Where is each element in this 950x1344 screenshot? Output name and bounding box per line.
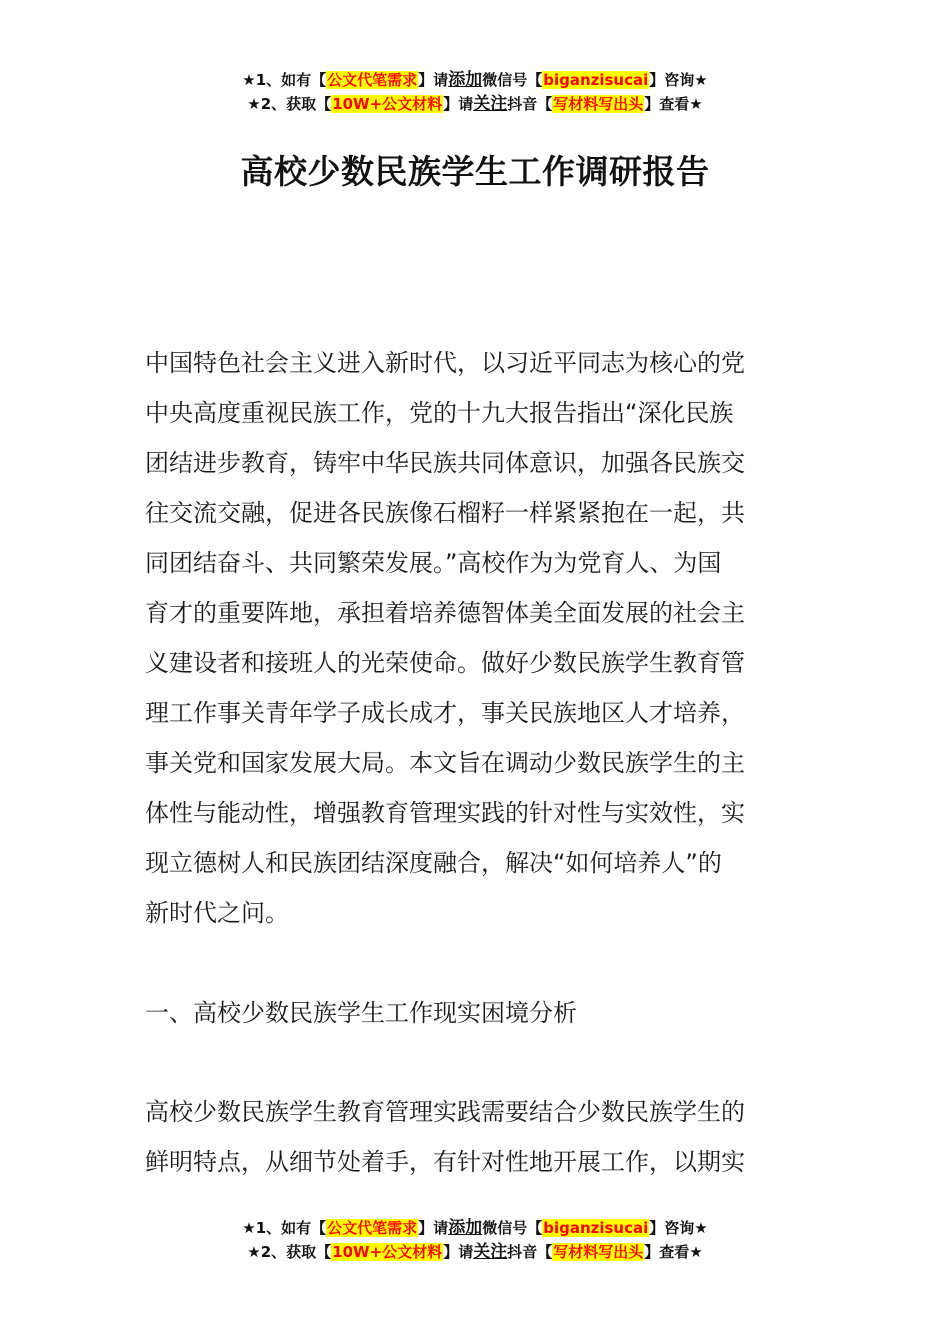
promo-text: ★2、获取【: [247, 95, 332, 113]
promo-text: 】请: [443, 95, 474, 113]
promo-highlight: 公文代笔需求: [327, 1219, 418, 1237]
section-heading-text: 一、高校少数民族学生工作现实困境分析: [145, 999, 577, 1027]
promo-underlined: 关注: [473, 1242, 508, 1262]
promo-text: 抖音【: [507, 95, 553, 113]
promo-highlight: 写材料写出头: [553, 1243, 644, 1261]
promo-text: 微信号【: [482, 1219, 543, 1237]
paragraph-line: 现立德树人和民族团结深度融合，解决“如何培养人”的: [145, 849, 722, 877]
promo-line-2: [0, 1240, 950, 1264]
promo-text: 】查看★: [644, 1243, 703, 1261]
paragraph-line: 鲜明特点，从细节处着手，有针对性地开展工作，以期实: [145, 1148, 745, 1176]
promo-line-1: [0, 68, 950, 92]
paragraph-line: 理工作事关青年学子成长成才，事关民族地区人才培养，: [145, 699, 745, 727]
promo-highlight: biganzisucai: [543, 71, 649, 89]
document-title: 高校少数民族学生工作调研报告: [240, 152, 710, 191]
paragraph-line: 中央高度重视民族工作，党的十九大报告指出“深化民族: [145, 399, 734, 427]
paragraph-line: 团结进步教育，铸牢中华民族共同体意识，加强各民族交: [145, 449, 745, 477]
promo-highlight: 写材料写出头: [553, 95, 644, 113]
promo-line-2: [0, 92, 950, 116]
promo-text: 】请: [418, 1219, 449, 1237]
paragraph-line: 同团结奋斗、共同繁荣发展。”高校作为为党育人、为国: [145, 549, 722, 577]
paragraph-line: 义建设者和接班人的光荣使命。做好少数民族学生教育管: [145, 649, 745, 677]
promo-text: 抖音【: [507, 1243, 553, 1261]
paragraph-intro: [145, 338, 807, 938]
paragraph-line: 育才的重要阵地，承担着培养德智体美全面发展的社会主: [145, 599, 745, 627]
promo-highlight: 公文代笔需求: [327, 71, 418, 89]
promo-text: 】请: [443, 1243, 474, 1261]
promo-text: 】咨询★: [649, 71, 708, 89]
promo-text: ★1、如有【: [242, 1219, 327, 1237]
promo-text: ★2、获取【: [247, 1243, 332, 1261]
promo-text: 】查看★: [644, 95, 703, 113]
paragraph-line: 体性与能动性，增强教育管理实践的针对性与实效性，实: [145, 799, 745, 827]
promo-underlined: 添加: [448, 1218, 483, 1238]
paragraph-line: 高校少数民族学生教育管理实践需要结合少数民族学生的: [145, 1098, 745, 1126]
promo-highlight: biganzisucai: [543, 1219, 649, 1237]
promo-highlight: 10W+公文材料: [332, 1243, 443, 1261]
promo-highlight: 10W+公文材料: [332, 95, 443, 113]
promo-text: 】咨询★: [649, 1219, 708, 1237]
promo-banner-bottom: [0, 1216, 950, 1264]
paragraph-section-1: [145, 1087, 807, 1187]
paragraph-line: 中国特色社会主义进入新时代，以习近平同志为核心的党: [145, 349, 745, 377]
paragraph-line: 事关党和国家发展大局。本文旨在调动少数民族学生的主: [145, 749, 745, 777]
promo-text: ★1、如有【: [242, 71, 327, 89]
promo-underlined: 关注: [473, 94, 508, 114]
paragraph-line: 往交流交融，促进各民族像石榴籽一样紧紧抱在一起，共: [145, 499, 745, 527]
promo-banner-top: [0, 68, 950, 116]
promo-text: 微信号【: [482, 71, 543, 89]
promo-line-1: [0, 1216, 950, 1240]
promo-text: 】请: [418, 71, 449, 89]
section-heading: [145, 988, 807, 1038]
promo-underlined: 添加: [448, 70, 483, 90]
paragraph-line: 新时代之问。: [145, 899, 289, 927]
